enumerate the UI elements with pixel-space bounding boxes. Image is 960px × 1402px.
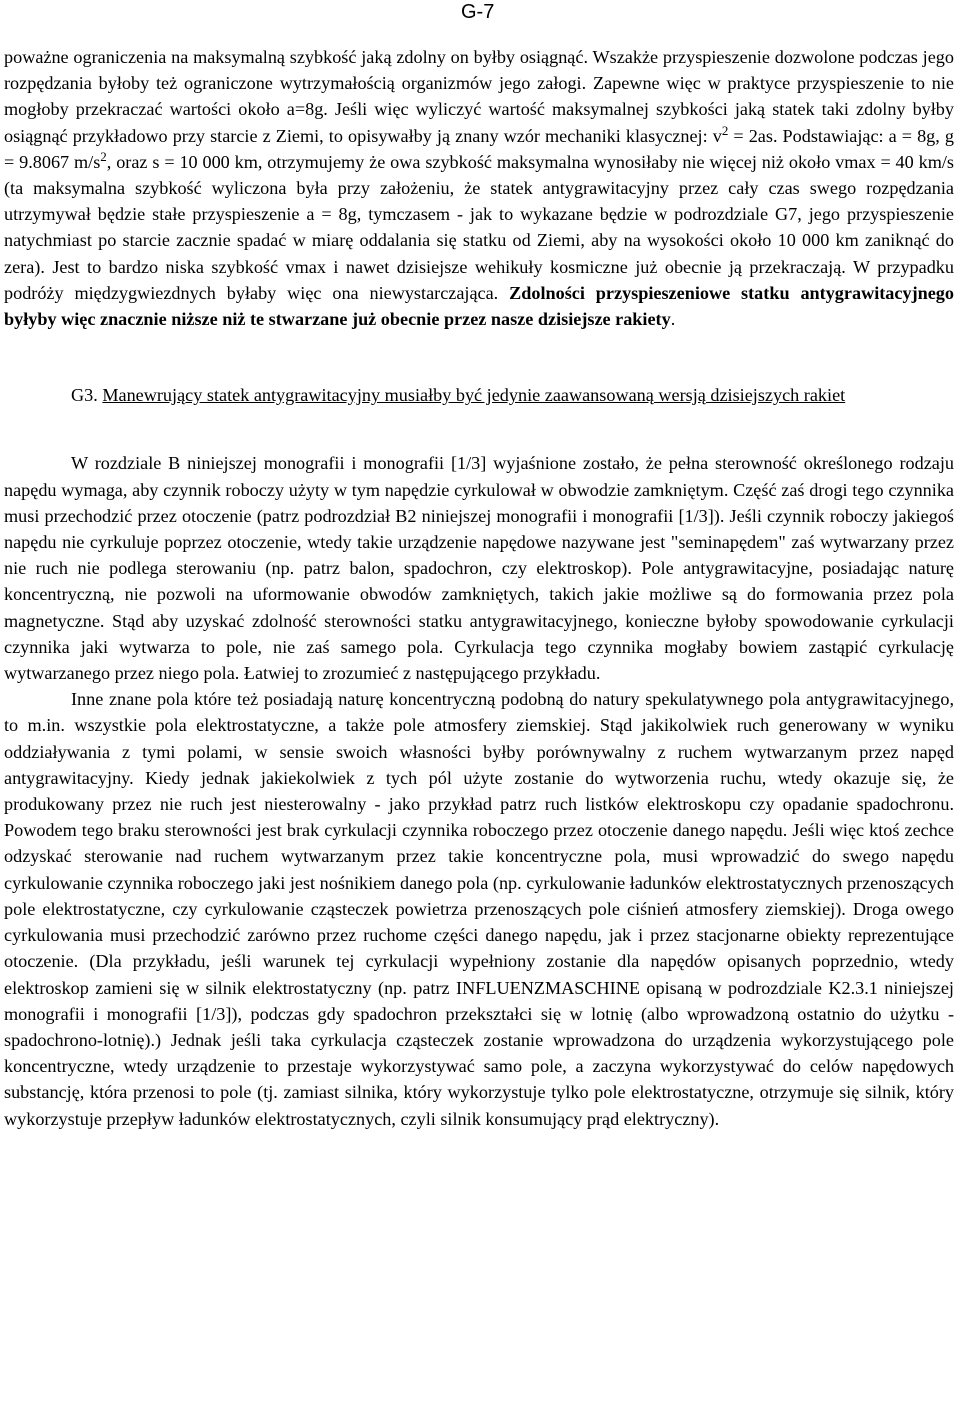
section-heading <box>4 382 954 408</box>
body-paragraph-2: Inne znane pola które też posiadają naturę koncentryczną podobną do natury spekulatywnego pola antygrawitacyjnego, to m.in. wszystkie pola elektrostatyczne, a także pole atmosfery ziemskiej. Stąd jakikolwiek ruch generowany w wyniku oddziaływania z tymi polami, w sensie swoich własności byłby porównywalny z ruchem wytwarzanym przez napęd antygrawitacyjny. Kiedy jednak jakiekolwiek z tych pól użyte zostanie do wytworzenia ruchu, wtedy okazuje się, że produkowany przez nie ruch jest niesterowalny - jako przykład patrz ruch listków elektroskopu czy opadanie spadochronu. Powodem tego braku sterowności jest brak cyrkulacji czynnika roboczego przez otoczenie danego napędu. Jeśli więc ktoś zechce odzyskać sterowanie nad ruchem wytwarzanym przez takie koncentryczne pola, musi wprowadzić do swego napędu cyrkulowanie czynnika roboczego jaki jest nośnikiem danego pola (np. cyrkulowanie ładunków elektrostatycznych przenoszących pole elektrostatyczne, czy cyrkulowanie cząsteczek powietrza przenoszących pole ciśnień atmosfery ziemskiej). Droga owego cyrkulowania musi przechodzić zarówno przez ruchome części danego napędu, jak i przez stacjonarne obiekty reprezentujące otoczenie. (Dla przykładu, jeśli warunek tej cyrkulacji wypełniony zostanie dla napędów opisanych poprzednio, wtedy elektroskop zamieni się w silnik elektrostatyczny (np. patrz INFLUENZMASCHINE opisaną w podrozdziale K2.3.1 niniejszej monografii i monografii [1/3]), podczas gdy spadochron przekształci się w lotnię (albo wprowadzoną ostatnio do użytku - spadochrono-lotnię).) Jednak jeśli taka cyrkulacja cząsteczek zostanie wprowadzona do urządzenia wykorzystującego pole koncentryczne, wtedy urządzenie to przestaje wykorzystywać samo pole, a zaczyna wykorzystywać do celów napędowych substancję, która przenosi to pole (tj. zamiast silnika, który wykorzystuje tylko pole elektrostatyczne, otrzymuje się silnik, który wykorzystuje przepływ ładunków elektrostatycznych, czyli silnik konsumujący prąd elektryczny). <box>4 689 954 1129</box>
section-title: Manewrujący statek antygrawitacyjny musiałby być jedynie zaawansowaną wersją dzisiejszych rakiet <box>102 385 846 406</box>
body-paragraph-1: W rozdziale B niniejszej monografii i monografii [1/3] wyjaśnione zostało, że pełna sterowność określonego rodzaju napędu wymaga, aby czynnik roboczy użyty w tym napędzie cyrkulował w obwodzie zamkniętym. Część zaś drogi tego czynnika musi przechodzić przez otoczenie (patrz podrozdział B2 niniejszej monografii i monografii [1/3]). Jeśli czynnik roboczy jakiegoś napędu nie cyrkuluje poprzez otoczenie, wtedy takie urządzenie napędowe nazywane jest "seminapędem" zaś wytwarzany przez nie ruch nie podlega sterowaniu (np. patrz balon, spadochron, czy elektroskop). Pole antygrawitacyjne, posiadając naturę koncentryczną, nie pozwoli na uformowanie obwodów zamkniętych, takich jakie możliwe są do formowania przez pola magnetyczne. Stąd aby uzyskać zdolność sterowności statku antygrawitacyjnego, konieczne byłoby spowodowanie cyrkulacji czynnika jaki wytwarza to pole, nie zaś samego pola. Cyrkulacja tego czynnika mogłaby bowiem zastąpić cyrkulację wytwarzanego przez niego pola. Łatwiej to zrozumieć z następującego przykładu. <box>4 453 954 684</box>
intro-text-part-2: = 2as. Podstawiając: a = 8g, g = 9.8067 m/s <box>4 125 954 172</box>
intro-text-part-3: , oraz s = 10 000 km, otrzymujemy że owa szybkość maksymalna wynosiłaby nie więcej niż około vmax = 40 km/s (ta maksymalna szybkość wyliczona była przy założeniu, że statek antygrawitacyjny przez cały czas swego rozpędzania utrzymywał będzie stałe przyspieszenie a = 8g, tymczasem - jak to wykazane będzie w podrozdziale G7, jego przyspieszenie natychmiast po starcie zacznie spadać w miarę oddalania się statku od Ziemi, aby na wysokości około 10 000 km zaniknąć do zera). Jest to bardzo niska szybkość vmax i nawet dzisiejsze wehikuły kosmiczne już obecnie ją przekraczają. W przypadku podróży międzygwiezdnych byłaby więc ona niewystarczająca. <box>4 151 954 303</box>
intro-bold-conclusion: Zdolności przyspieszeniowe statku antygrawitacyjnego byłyby więc znacznie niższe niż te stwarzane już obecnie przez nasze dzisiejsze rakiety <box>4 282 954 330</box>
intro-end-period: . <box>670 309 676 330</box>
intro-paragraph <box>4 44 954 332</box>
superscript-squared-2: 2 <box>100 148 107 164</box>
page-content <box>4 44 954 1132</box>
superscript-squared-1: 2 <box>721 122 729 138</box>
section-number: G3. <box>71 385 103 406</box>
intro-text-part-1: poważne ograniczenia na maksymalną szybkość jaką zdolny on byłby osiągnąć. Wszakże przyspieszenie dozwolone podczas jego rozpędzania byłoby też ograniczone wytrzymałością organizmów jego załogi. Zapewne więc w praktyce przyspieszenie to nie mogłoby przekraczać wartości około a=8g. Jeśli więc wyliczyć wartość maksymalnej szybkości jaką statek taki zdolny byłby osiągnąć przykładowo przy starcie z Ziemi, to opisywałby ją znany wzór mechaniki klasycznej: v <box>4 47 954 146</box>
page-number: G-7 <box>461 1 495 23</box>
